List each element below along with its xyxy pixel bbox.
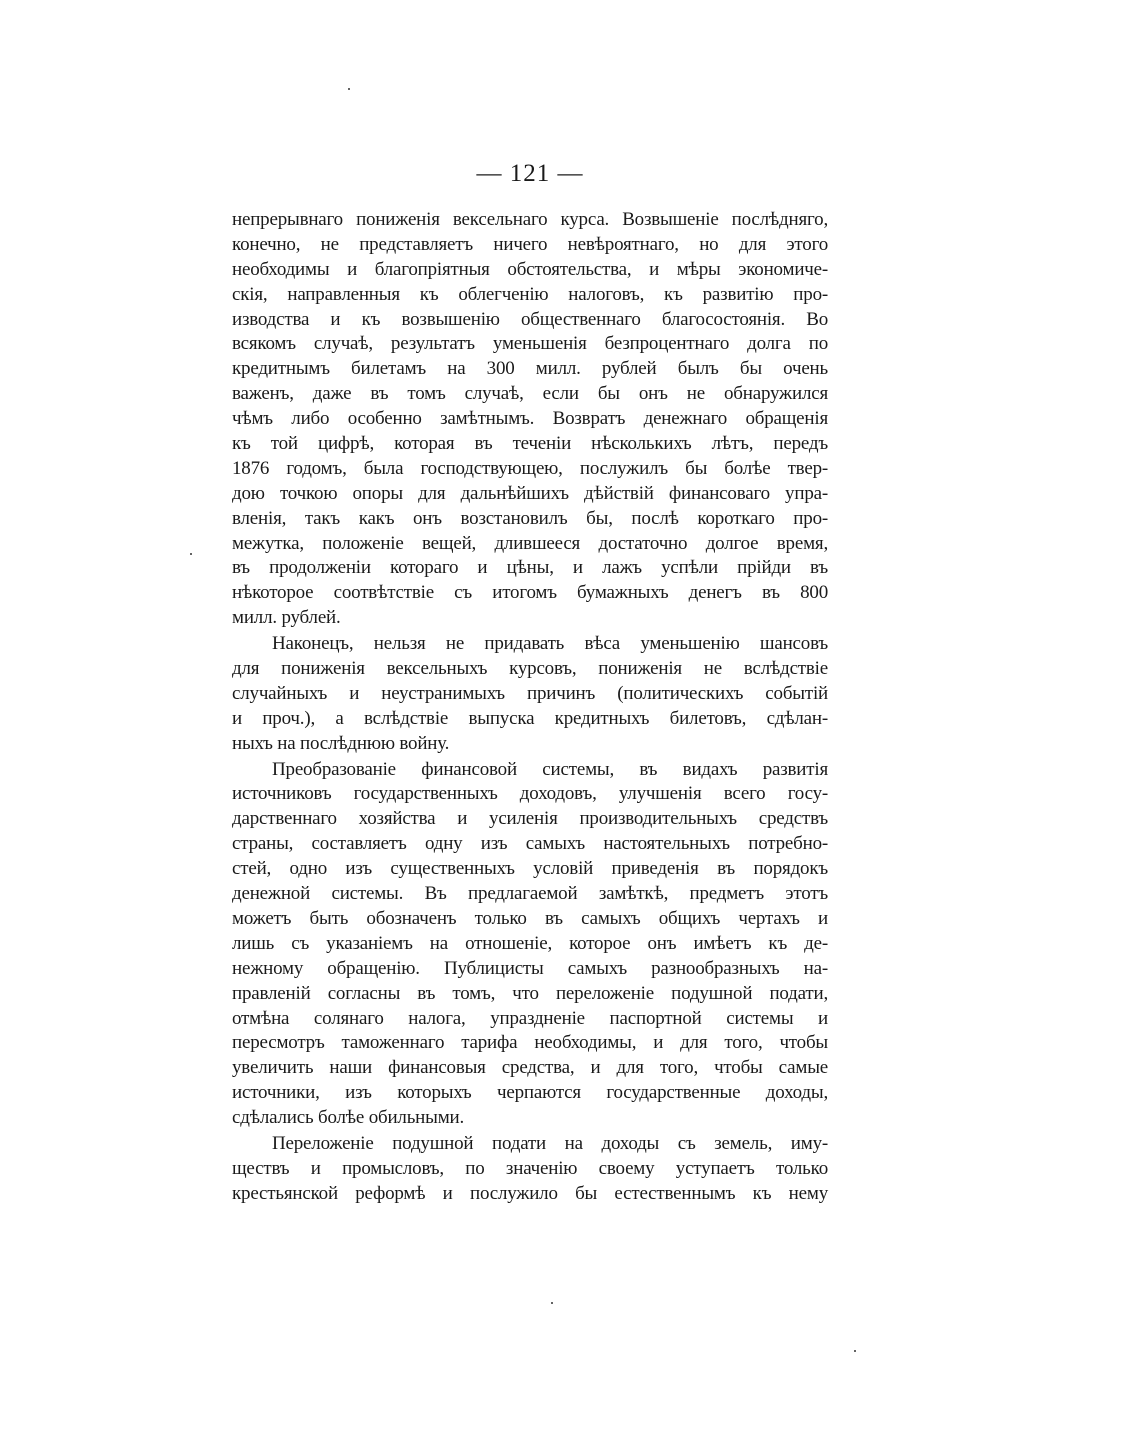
text-line: страны, составляетъ одну изъ самыхъ настоятельныхъ потребно- xyxy=(232,833,828,855)
paragraph xyxy=(232,1132,828,1207)
text-line: вленія, такъ какъ онъ возстановилъ бы, послѣ короткаго про- xyxy=(232,507,828,529)
paragraph xyxy=(232,208,828,631)
text-line: важенъ, даже въ томъ случаѣ, если бы онъ не обнаружился xyxy=(232,383,828,405)
text-line: конечно, не представляетъ ничего невѣроятнаго, но для этого xyxy=(232,233,828,255)
paragraph xyxy=(232,758,828,1131)
text-line: нѣкоторое соотвѣтствіе съ итогомъ бумажныхъ денегъ въ 800 xyxy=(232,582,828,604)
text-line: правленій согласны въ томъ, что переложеніе подушной подати, xyxy=(232,982,828,1004)
text-line: ществъ и промысловъ, по значенію своему уступаетъ только xyxy=(232,1157,828,1179)
text-line: стей, одно изъ существенныхъ условій приведенія въ порядокъ xyxy=(232,858,828,880)
scan-speck xyxy=(190,553,192,555)
text-line: лишь съ указаніемъ на отношеніе, которое онъ имѣетъ къ де- xyxy=(232,932,828,954)
text-line: дарственнаго хозяйства и усиленія производительныхъ средствъ xyxy=(232,808,828,830)
text-line: Наконецъ, нельзя не придавать вѣса уменьшенію шансовъ xyxy=(272,633,828,655)
text-line: увеличить наши финансовыя средства, и для того, чтобы самые xyxy=(232,1057,828,1079)
text-line: можетъ быть обозначенъ только въ самыхъ общихъ чертахъ и xyxy=(232,907,828,929)
scan-speck xyxy=(551,1302,553,1304)
text-line: сдѣлались болѣе обильными. xyxy=(232,1107,465,1129)
text-line: чѣмъ либо особенно замѣтнымъ. Возвратъ денежнаго обращенія xyxy=(232,408,828,430)
paragraph xyxy=(232,632,828,756)
scan-speck xyxy=(854,1350,856,1352)
text-line: изводства и къ возвышенію общественнаго благосостоянія. Во xyxy=(232,308,828,330)
text-line: Преобразованіе финансовой системы, въ видахъ развитія xyxy=(272,758,828,780)
text-line: дою точкою опоры для дальнѣйшихъ дѣйствій финансоваго упра- xyxy=(232,482,828,504)
text-line: отмѣна солянаго налога, упраздненіе паспортной системы и xyxy=(232,1007,828,1029)
text-line: всякомъ случаѣ, результатъ уменьшенія безпроцентнаго долга по xyxy=(232,333,828,355)
text-line: пересмотръ таможеннаго тарифа необходимы, и для того, чтобы xyxy=(232,1032,828,1054)
text-line: для пониженія вексельныхъ курсовъ, пониженія не вслѣдствіе xyxy=(232,658,828,680)
body-text xyxy=(232,208,828,1207)
text-line: Переложеніе подушной подати на доходы съ земель, иму- xyxy=(272,1132,828,1154)
text-line: ныхъ на послѣднюю войну. xyxy=(232,732,450,754)
text-line: денежной системы. Въ предлагаемой замѣткѣ, предметъ этотъ xyxy=(232,883,828,905)
text-line: нежному обращенію. Публицисты самыхъ разнообразныхъ на- xyxy=(232,957,828,979)
text-line: крестьянской реформѣ и послужило бы естественнымъ къ нему xyxy=(232,1182,828,1204)
text-line: непрерывнаго пониженія вексельнаго курса. Возвышеніе послѣдняго, xyxy=(232,209,828,230)
text-line: кредитнымъ билетамъ на 300 милл. рублей былъ бы очень xyxy=(232,358,828,380)
text-line: къ той цифрѣ, которая въ теченіи нѣсколькихъ лѣтъ, передъ xyxy=(232,433,828,455)
scan-speck xyxy=(348,88,350,90)
text-line: скія, направленныя къ облегченію налоговъ, къ развитію про- xyxy=(232,283,828,305)
text-line: межутка, положеніе вещей, длившееся достаточно долгое время, xyxy=(232,532,828,554)
text-line: и проч.), а вслѣдствіе выпуска кредитныхъ билетовъ, сдѣлан- xyxy=(232,707,828,729)
page-number: — 121 — xyxy=(476,160,584,187)
text-line: необходимы и благопріятныя обстоятельства, и мѣры экономиче- xyxy=(232,258,828,280)
text-line: милл. рублей. xyxy=(232,607,341,629)
text-line: случайныхъ и неустранимыхъ причинъ (политическихъ событій xyxy=(232,682,828,704)
text-line: источниковъ государственныхъ доходовъ, улучшенія всего госу- xyxy=(232,783,828,805)
text-line: источники, изъ которыхъ черпаются государственные доходы, xyxy=(232,1082,828,1104)
text-line: 1876 годомъ, была господствующею, послужилъ бы болѣе твер- xyxy=(232,457,828,479)
text-line: въ продолженіи котораго и цѣны, и лажъ успѣли прійди въ xyxy=(232,557,828,579)
